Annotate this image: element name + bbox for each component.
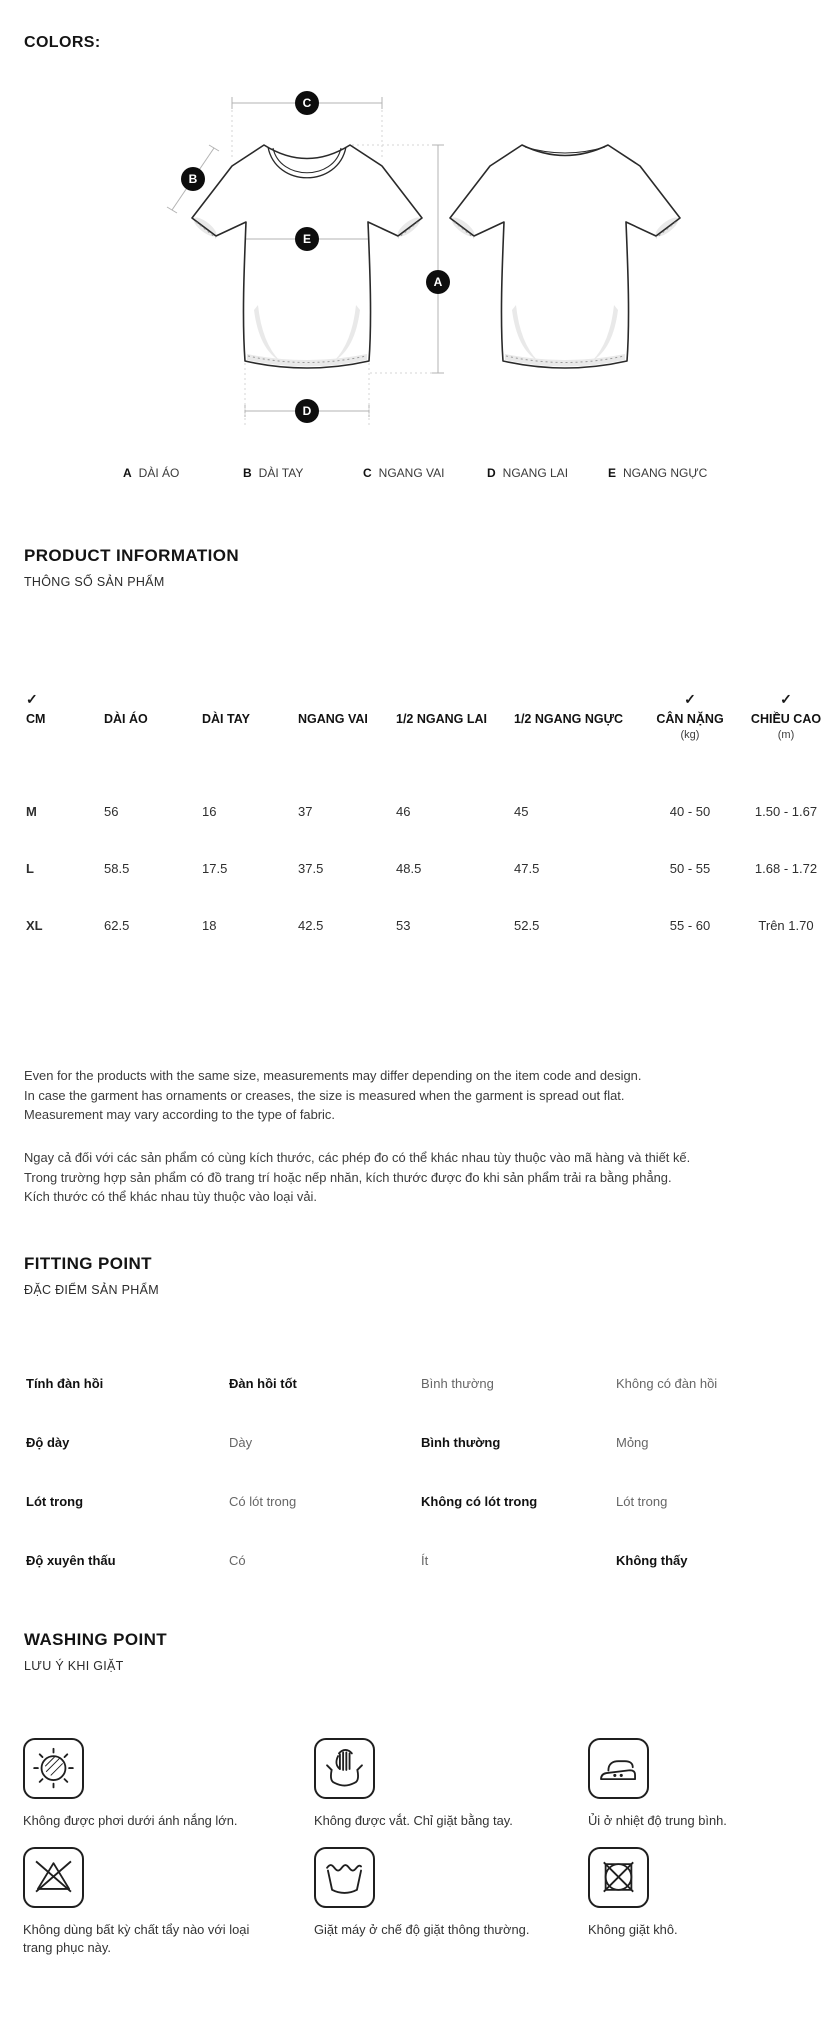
- value-ngang-vai: 37.5: [298, 861, 324, 876]
- legend-key: A: [123, 466, 132, 480]
- check-icon: ✓: [684, 691, 696, 707]
- size-table-units-row: [0, 729, 835, 741]
- front-shirt: [192, 145, 422, 368]
- fitting-option: Lót trong: [616, 1494, 668, 1509]
- note-line: Ngay cả đối với các sản phẩm có cùng kích thước, các phép đo có thể khác nhau tùy thuộc vào mã hàng và thiết kế.: [24, 1150, 691, 1165]
- note-line: Measurement may vary according to the type of fabric.: [24, 1107, 335, 1123]
- value-chieu-cao: Trên 1.70: [758, 918, 814, 933]
- measurement-notes-vi: [24, 1148, 824, 1207]
- note-line: Trong trường hợp sản phẩm có đồ trang trí hoặc nếp nhăn, kích thước được đo khi sản phẩm trải ra bằng phẳng.: [24, 1169, 672, 1185]
- col-header-dai-ao: DÀI ÁO: [104, 712, 148, 726]
- washing-item: [588, 1847, 835, 1958]
- marker-badges: [181, 91, 450, 423]
- fitting-point-header: [24, 1254, 159, 1297]
- fitting-option: Không có đàn hồi: [616, 1376, 718, 1391]
- washing-caption: Ủi ở nhiệt độ trung bình.: [588, 1813, 727, 1828]
- legend-item-d: [487, 466, 568, 480]
- dimension-lines: [167, 97, 444, 428]
- unit-kg: (kg): [680, 729, 700, 741]
- fitting-option: Có lót trong: [229, 1494, 297, 1509]
- washing-caption: Giặt máy ở chế độ giặt thông thường.: [314, 1921, 530, 1937]
- fitting-option: Mỏng: [616, 1435, 649, 1450]
- fitting-point-table: [0, 1376, 835, 1568]
- fitting-option-selected: Không thấy: [616, 1553, 688, 1568]
- fitting-row-elasticity: [0, 1376, 835, 1391]
- washing-caption: Không được vắt. Chỉ giặt bằng tay.: [314, 1813, 513, 1828]
- col-header-can-nang: CÂN NẶNG: [656, 712, 724, 726]
- washing-point-header: [24, 1630, 167, 1673]
- value-ngang-lai: 53: [396, 918, 411, 933]
- legend-item-a: [123, 466, 179, 480]
- washing-point-title: WASHING POINT: [24, 1630, 168, 1649]
- product-information-header: [24, 546, 239, 589]
- col-header-ngang-vai: NGANG VAI: [298, 712, 368, 726]
- washing-caption: Không giặt khô.: [588, 1921, 678, 1937]
- no-sun-icon: [25, 1738, 82, 1800]
- machine-wash-icon: [316, 1846, 373, 1908]
- washing-caption: Không được phơi dưới ánh nắng lớn.: [23, 1813, 238, 1828]
- fitting-option-selected: Không có lót trong: [421, 1494, 538, 1509]
- size-label: M: [26, 804, 37, 819]
- measurement-notes-en: [24, 1066, 814, 1125]
- check-icon: ✓: [26, 691, 38, 707]
- size-label: XL: [26, 918, 43, 933]
- value-ngang-nguc: 45: [514, 804, 529, 819]
- washing-item: [314, 1738, 588, 1831]
- col-header-chieu-cao: CHIỀU CAO: [750, 712, 822, 726]
- fitting-row-lining: [0, 1494, 835, 1509]
- value-dai-tay: 16: [202, 804, 217, 819]
- legend-label: DÀI ÁO: [138, 466, 180, 480]
- legend-item-c: [363, 466, 444, 480]
- value-dai-tay: 17.5: [202, 861, 228, 876]
- check-icon: ✓: [780, 691, 792, 707]
- value-ngang-vai: 42.5: [298, 918, 324, 933]
- size-table-header-row: [0, 712, 835, 726]
- value-chieu-cao: 1.50 - 1.67: [754, 804, 818, 819]
- note-line: Even for the products with the same size, measurements may differ depending on the item code and design.: [24, 1068, 642, 1083]
- size-row-l: [0, 856, 835, 876]
- unit-m: (m): [777, 729, 795, 741]
- fitting-option: Có: [229, 1553, 246, 1568]
- no-dry-clean-icon: [590, 1846, 647, 1908]
- fitting-option: Dày: [229, 1435, 253, 1450]
- fitting-label: Lót trong: [26, 1494, 84, 1509]
- col-header-ngang-nguc: 1/2 NGANG NGỰC: [514, 712, 623, 726]
- value-ngang-vai: 37: [298, 804, 313, 819]
- product-information-title: PRODUCT INFORMATION: [24, 546, 240, 565]
- fitting-label: Tính đàn hồi: [26, 1376, 104, 1391]
- back-shirt-shading: [449, 214, 681, 366]
- legend-label: DÀI TAY: [258, 466, 304, 480]
- fitting-point-title: FITTING POINT: [24, 1254, 152, 1273]
- legend-label: NGANG NGỰC: [623, 466, 708, 480]
- fitting-row-transparency: [0, 1553, 835, 1568]
- fitting-label: Độ dày: [26, 1435, 70, 1450]
- fitting-label: Độ xuyên thấu: [26, 1553, 116, 1568]
- iron-medium-icon: [590, 1738, 647, 1800]
- fitting-option: Ít: [421, 1553, 429, 1568]
- value-ngang-nguc: 47.5: [514, 861, 540, 876]
- value-ngang-lai: 46: [396, 804, 411, 819]
- marker-a: A: [433, 275, 443, 289]
- washing-item: [314, 1847, 588, 1958]
- hand-wash-icon: [316, 1738, 373, 1800]
- legend-label: NGANG LAI: [502, 466, 569, 480]
- marker-b: B: [188, 172, 198, 186]
- legend-key: E: [608, 466, 617, 480]
- washing-item: [23, 1847, 314, 1958]
- value-dai-ao: 58.5: [104, 861, 130, 876]
- fitting-row-thickness: [0, 1435, 835, 1450]
- col-header-ngang-lai: 1/2 NGANG LAI: [396, 712, 487, 726]
- washing-item: [588, 1738, 835, 1831]
- value-can-nang: 50 - 55: [669, 861, 711, 876]
- size-label: L: [26, 861, 34, 876]
- fitting-option-selected: Đàn hồi tốt: [229, 1376, 297, 1391]
- washing-caption: Không dùng bất kỳ chất tẩy nào với loại trang phục này.: [23, 1921, 250, 1955]
- value-ngang-lai: 48.5: [396, 861, 422, 876]
- size-table: [0, 692, 835, 933]
- col-header-dai-tay: DÀI TAY: [202, 712, 250, 726]
- no-bleach-icon: [25, 1846, 82, 1908]
- size-row-xl: [0, 913, 835, 933]
- value-can-nang: 40 - 50: [669, 804, 711, 819]
- tshirt-measurement-diagram: [0, 60, 835, 460]
- size-row-m: [0, 799, 835, 819]
- value-ngang-nguc: 52.5: [514, 918, 540, 933]
- marker-e: E: [302, 232, 312, 246]
- colors-heading: COLORS:: [24, 34, 101, 51]
- note-line: In case the garment has ornaments or creases, the size is measured when the garment is spread out flat.: [24, 1087, 625, 1103]
- value-dai-ao: 62.5: [104, 918, 130, 933]
- note-line: Kích thước có thể khác nhau tùy thuộc vào loại vải.: [24, 1189, 317, 1205]
- washing-item: [23, 1738, 314, 1831]
- washing-point-grid: [23, 1738, 835, 1958]
- value-can-nang: 55 - 60: [669, 918, 711, 933]
- legend-item-e: [608, 466, 707, 480]
- product-information-subtitle: THÔNG SỐ SẢN PHẨM: [24, 575, 165, 589]
- legend-item-b: [243, 466, 303, 480]
- diagram-legend: [0, 466, 835, 484]
- marker-d: D: [302, 404, 312, 418]
- legend-key: B: [243, 466, 252, 480]
- legend-key: C: [363, 466, 372, 480]
- col-header-cm: CM: [26, 712, 46, 726]
- value-chieu-cao: 1.68 - 1.72: [754, 861, 818, 876]
- washing-point-subtitle: LƯU Ý KHI GIẶT: [24, 1659, 124, 1673]
- legend-label: NGANG VAI: [378, 466, 445, 480]
- value-dai-tay: 18: [202, 918, 217, 933]
- size-table-check-row: [0, 692, 835, 710]
- fitting-option-selected: Bình thường: [421, 1435, 501, 1450]
- fitting-option: Bình thường: [421, 1376, 494, 1391]
- fitting-point-subtitle: ĐẶC ĐIỂM SẢN PHẨM: [24, 1283, 159, 1297]
- marker-c: C: [302, 96, 312, 110]
- back-shirt: [450, 145, 680, 368]
- legend-key: D: [487, 466, 496, 480]
- back-shirt-stitching: [454, 222, 676, 363]
- value-dai-ao: 56: [104, 804, 119, 819]
